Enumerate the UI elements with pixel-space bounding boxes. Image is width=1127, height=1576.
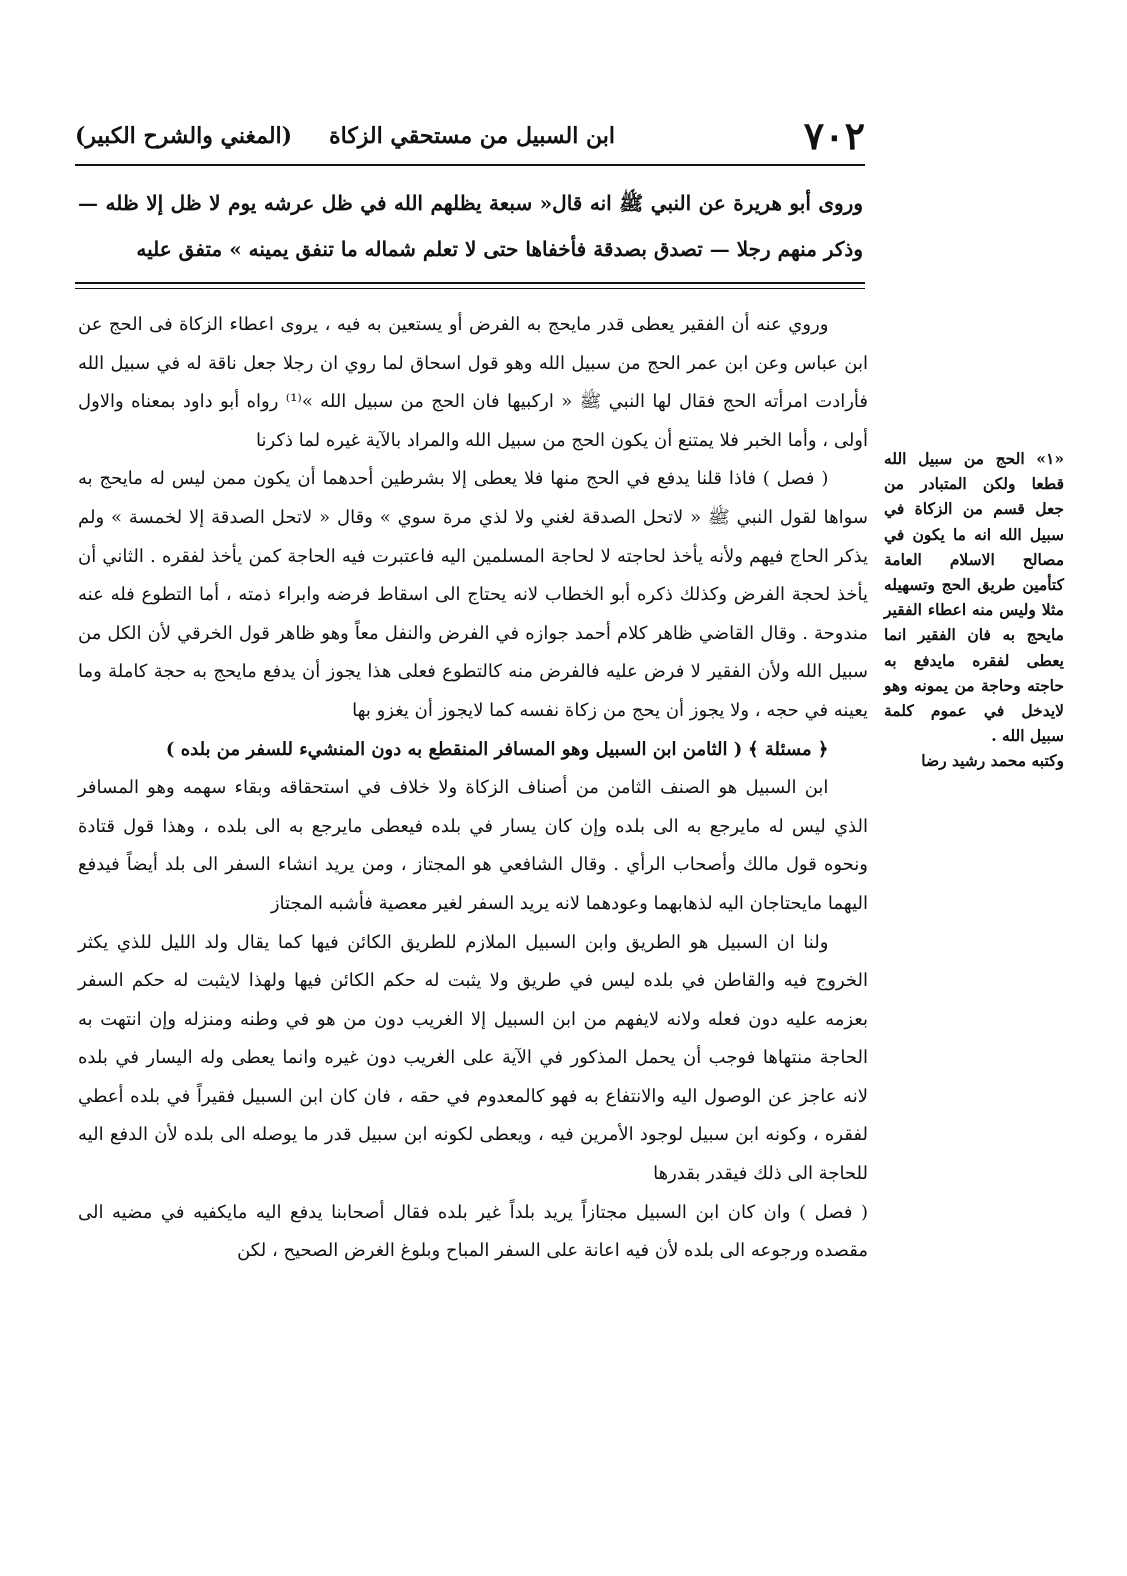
paragraph-ibn-sabil: ابن السبيل هو الصنف الثامن من أصناف الزكاة ولا خلاف في استحقاقه وبقاء سهمه وهو المسافر الذي ليس له مايرجع به الى بلده وإن كان يسار في بلده فيعطى مايرجع به الى بلده ، وهذا قول قتادة ونحوه قول مالك وأصحاب الرأي . وقال الشافعي هو المجتاز ، ومن يريد انشاء السفر الى بلد أيضاً فيدفع اليهما مايحتاجان اليه لذهابهما وعودهما لانه يريد السفر لغير معصية فأشبه المجتاز <box>78 777 868 914</box>
margin-footnote <box>884 446 1064 774</box>
header-rule <box>75 164 865 166</box>
book-title: (المغني والشرح الكبير) <box>75 123 293 149</box>
masala-text: ( الثامن ابن السبيل وهو المسافر المنقطع به دون المنشيء للسفر من بلده ) <box>165 738 743 760</box>
masala-label: ﴿ مسئلة ﴾ <box>748 738 829 760</box>
paragraph-fasl-hajj: ( فصل ) فاذا قلنا يدفع في الحج منها فلا يعطى إلا بشرطين أحدهما أن يكون ممن ليس له مايحج به سواها لقول النبي ﷺ « لاتحل الصدقة لغني ولا لذي مرة سوي » وقال « لاتحل الصدقة إلا لخمسة » ولم يذكر الحاج فيهم ولأنه يأخذ لحاجته لا لحاجة المسلمين اليه فاعتبرت فيه الحاجة كمن يأخذ لفقره . الثاني أن يأخذ لحجة الفرض وكذلك ذكره أبو الخطاب لانه يحتاج الى اسقاط فرضه وابراء ذمته ، أما التطوع فله عنه مندوحة . وقال القاضي ظاهر كلام أحمد جوازه في الفرض والنفل معاً وهو ظاهر قول الخرقي لأن الكل من سبيل الله ولأن الفقير لا فرض عليه فالفرض منه كالتطوع فعلى هذا يجوز أن يدفع مايحج به حجة كاملة وما يعينه في حجه ، ولا يجوز أن يحج من زكاة نفسه كما لايجوز أن يغزو بها <box>78 468 869 721</box>
hadith-block: وروى أبو هريرة عن النبي ﷺ انه قال« سبعة يظلهم الله في ظل عرشه يوم لا ظل إلا ظله — وذكر منهم رجلا — تصدق بصدقة فأخفاها حتى لا تعلم شماله ما تنفق يمينه » متفق عليه <box>78 191 863 261</box>
page-number: ٧٠٢ <box>803 113 865 158</box>
separator-rule-bottom <box>75 288 865 289</box>
running-title: ابن السبيل من مستحقي الزكاة <box>329 123 615 149</box>
paragraph-wa-lana: ولنا ان السبيل هو الطريق وابن السبيل الملازم للطريق الكائن فيها كما يقال ولد الليل للذي يكثر الخروج فيه والقاطن في بلده ليس في طريق ولا يثبت له حكم الكائن فيها ولهذا لايثبت له حكم السفر بعزمه عليه دون فعله ولانه لايفهم من ابن السبيل إلا الغريب دون من هو في وطنه ومنزله وإن انتهت به الحاجة منتهاها فوجب أن يحمل المذكور في الآية على الغريب دون غيره وانما يعطى وله اليسار في بلده لانه عاجز عن الوصول اليه والانتفاع به فهو كالمعدوم في حقه ، فان كان ابن السبيل فقيراً في بلده أعطي لفقره ، وكونه ابن سبيل لوجود الأمرين فيه ، ويعطى لكونه ابن سبيل قدر ما يوصله الى بلده لأن الدفع اليه للحاجة الى ذلك فيقدر بقدرها <box>78 931 868 1185</box>
paragraph-hajj: وروي عنه أن الفقير يعطى قدر مايحج به الفرض أو يستعين به فيه ، يروى اعطاء الزكاة فى الحج عن ابن عباس وعن ابن عمر الحج من سبيل الله وهو قول اسحاق لما روي ان رجلا جعل ناقة له في سبيل الله فأرادت امرأته الحج فقال لها النبي ﷺ « اركبيها فان الحج من سبيل الله »⁽¹⁾ رواه أبو داود بمعناه والاول أولى ، وأما الخبر فلا يمتنع أن يكون الحج من سبيل الله والمراد بالآية غيره لما ذكرنا <box>78 314 868 451</box>
masala-heading <box>78 731 868 770</box>
footnote-signature: وكتبه محمد رشيد رضا <box>921 751 1064 771</box>
separator-rule-top <box>75 282 865 284</box>
footnote-text: «١» الحج من سبيل الله قطعا ولكن المتبادر من جعل قسم من الزكاة في سبيل الله انه ما يكون في مصالح الاسلام العامة كتأمين طريق الحج وتسهيله مثلا وليس منه اعطاء الفقير مايحج به فان الفقير انما يعطى لفقره مايدفع به حاجته وحاجة من يمونه وهو لايدخل في عموم كلمة سبيل الله . <box>884 449 1064 746</box>
commentary-text <box>78 306 868 1271</box>
paragraph-fasl-mujtaz: ( فصل ) وان كان ابن السبيل مجتازاً يريد بلداً غير بلده فقال أصحابنا يدفع اليه مايكفيه في مضيه الى مقصده ورجوعه الى بلده لأن فيه اعانة على السفر المباح وبلوغ الغرض الصحيح ، لكن <box>78 1201 868 1262</box>
page-header <box>75 112 865 162</box>
